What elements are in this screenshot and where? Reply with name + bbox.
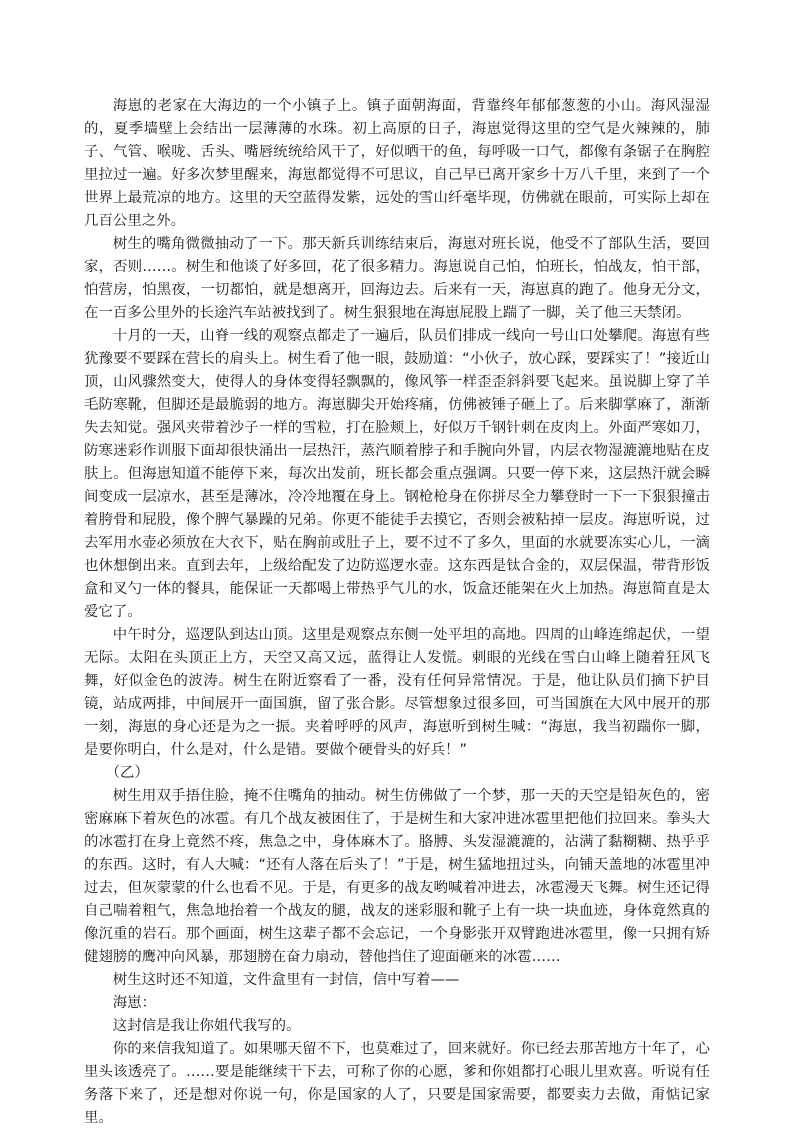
section-label-yi: （乙） xyxy=(105,765,149,781)
letter-line-1: 这封信是我让你姐代我写的。 xyxy=(112,1018,301,1034)
paragraph-desertion: 树生的嘴角微微抽动了一下。那天新兵训练结束后，海崽对班长说，他受不了部队生活，要回家，否则……。树生和他谈了好多回，花了很多精力。海崽说自己怕，怕班长，怕战友，怕干部，怕营房，怕黑夜，一切都怕，就是想离开，回海边去。后来有一天，海崽真的跑了。他身无分文，在一百多公里外的长途汽车站被找到了。树生狠狠地在海崽屁股上踹了一脚，关了他三天禁闭。 xyxy=(84,236,710,321)
letter-line-2: 你的来信我知道了。如果哪天留不下，也莫难过了，回来就好。你已经去那苦地方十年了，心里头该透亮了。……要是能继续干下去，可称了你的心愿，爹和你姐都打心眼儿里欢喜。听说有任务落下来了，还是想对你说一句，你是国家的人了，只要是国家需要，都要卖力去做，甭惦记家里。 xyxy=(84,1041,710,1126)
paragraph-letter-intro: 树生这时还不知道，文件盒里有一封信，信中写着—— xyxy=(112,972,460,988)
document-body xyxy=(84,95,710,1130)
paragraph-summit: 中午时分，巡逻队到达山顶。这里是观察点东侧一处平坦的高地。四周的山峰连绵起伏，一望无际。太阳在头顶正上方，天空又高又远，蓝得让人发慌。刺眼的光线在雪白山峰上随着狂风飞舞，好似金色的波涛。树生在附近察看了一番，没有任何异常情况。于是，他让队员们摘下护目镜，站成两排，中间展开一面国旗，留了张合影。尽管想象过很多回，可当国旗在大风中展开的那一刻，海崽的身心还是为之一振。夹着呼呼的风声，海崽听到树生喊：“海崽，我当初踹你一脚，是要你明白，什么是对，什么是错。要做个硬骨头的好兵！” xyxy=(84,627,710,758)
paragraph-patrol-climb: 十月的一天，山脊一线的观察点都走了一遍后，队员们排成一线向一号山口处攀爬。海崽有些犹豫要不要踩在营长的肩头上。树生看了他一眼，鼓励道：“小伙子，放心踩，要踩实了！”接近山顶，山风骤然变大，使得人的身体变得轻飘飘的，像风筝一样歪歪斜斜要飞起来。虽说脚上穿了羊毛防寒靴，但脚还是最脆弱的地方。海崽脚尖开始疼痛，仿佛被锤子砸上了。后来脚掌麻了，渐渐失去知觉。强风夹带着沙子一样的雪粒，打在脸颊上，好似万千钢针刺在皮肉上。外面严寒如刀，防寒迷彩作训服下面却很快涌出一层热汗，蒸汽顺着脖子和手腕向外冒，内层衣物湿漉漉地贴在皮肤上。但海崽知道不能停下来，每次出发前，班长都会重点强调。只要一停下来，这层热汗就会瞬间变成一层凉水，甚至是薄冰，冷冷地覆在身上。钢枪枪身在你拼尽全力攀登时一下一下狠狠撞击着胯骨和屁股，像个脾气暴躁的兄弟。你更不能徒手去摸它，否则会被粘掉一层皮。海崽听说，过去军用水壶必须放在大衣下，贴在胸前或肚子上，要不过不了多久，里面的水就要冻实心儿，一滴也休想倒出来。直到去年，上级给配发了边防巡逻水壶。这东西是钛合金的，双层保温，带背形饭盒和叉勺一体的餐具，能保证一天都喝上带热乎气儿的水，饭盒还能架在火上加热。海崽简直是太爱它了。 xyxy=(84,328,710,620)
paragraph-hometown: 海崽的老家在大海边的一个小镇子上。镇子面朝海面，背靠终年郁郁葱葱的小山。海风湿湿的，夏季墙壁上会结出一层薄薄的水珠。初上高原的日子，海崽觉得这里的空气是火辣辣的，肺子、气管、喉咙、舌头、嘴唇统统给风干了，好似晒干的鱼，每呼吸一口气，都像有条锯子在胸腔里拉过一遍。好多次梦里醒来，海崽都觉得不可思议，自己早已离开家乡十万八千里，来到了一个世界上最荒凉的地方。这里的天空蓝得发紫，远处的雪山纤毫毕现，仿佛就在眼前，可实际上却在几百公里之外。 xyxy=(84,98,710,229)
paragraph-hailstorm: 树生用双手捂住脸，掩不住嘴角的抽动。树生仿佛做了一个梦，那一天的天空是铅灰色的，密密麻麻下着灰色的冰雹。有几个战友被困住了，于是树生和大家冲进冰雹里把他们拉回来。拳头大的冰雹打在身上竟然不疼，焦急之中，身体麻木了。胳膊、头发湿漉漉的，沾满了黏糊糊、热乎乎的东西。这时，有人大喊：“还有人落在后头了！”于是，树生猛地扭过头，向铺天盖地的冰雹里冲过去，但灰蒙蒙的什么也看不见。于是，有更多的战友哟喊着冲进去，冰雹漫天飞舞。树生还记得自己喘着粗气，焦急地抬着一个战友的腿，战友的迷彩服和靴子上有一块一块血迹，身体竟然真的像沉重的岩石。那个画面，树生这辈子都不会忘记，一个身影张开双臂跑进冰雹里，像一只拥有矫健翅膀的鹰冲向风暴，那翅膀在奋力扇动，替他挡住了迎面砸来的冰雹…… xyxy=(84,788,710,965)
letter-salutation: 海崽： xyxy=(112,995,157,1011)
